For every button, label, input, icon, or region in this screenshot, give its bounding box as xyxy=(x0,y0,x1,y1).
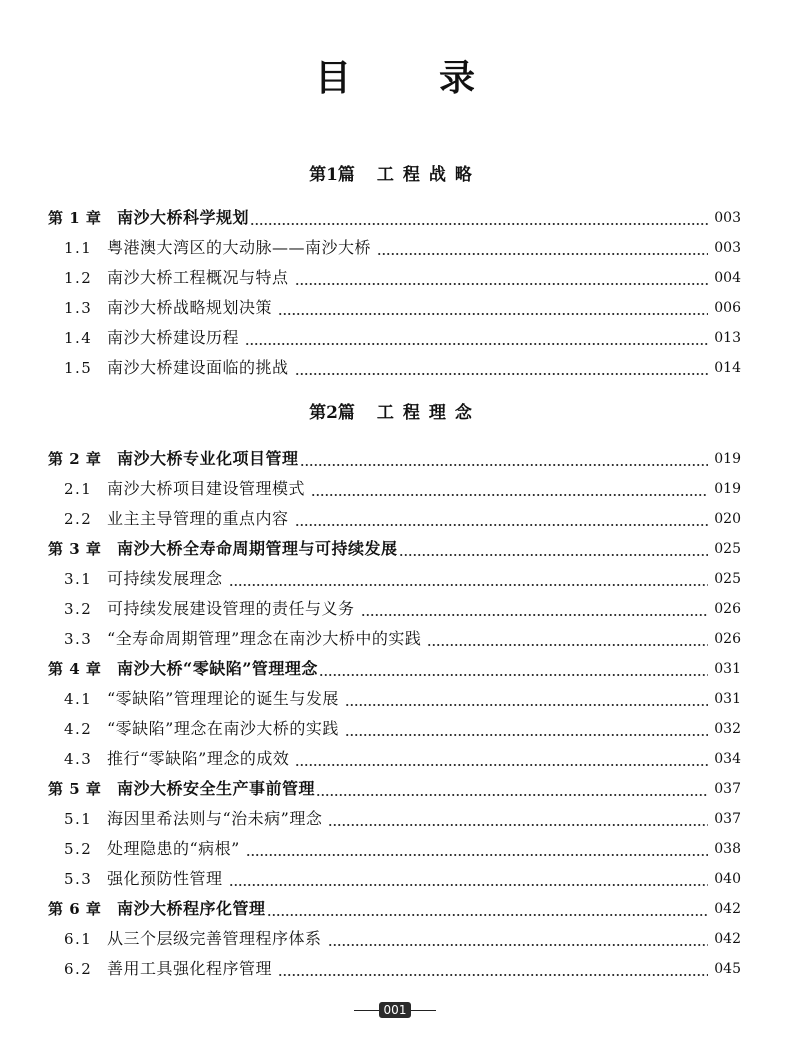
section-number: 4.3 xyxy=(64,750,93,768)
page-number: 026 xyxy=(714,601,741,617)
page-number: 004 xyxy=(714,270,741,286)
dot-leader xyxy=(316,774,708,804)
chapter-title: 南沙大桥全寿命周期管理与可持续发展 xyxy=(117,539,398,558)
page-number: 032 xyxy=(714,721,741,737)
part-label: 第2篇 xyxy=(309,403,355,423)
toc-chapter-row xyxy=(48,774,741,804)
dot-leader xyxy=(245,323,708,353)
toc-section-row xyxy=(48,474,741,504)
part-name: 工程战略 xyxy=(376,165,481,185)
toc-section-row xyxy=(48,804,741,834)
dot-leader xyxy=(267,894,709,924)
page-number: 037 xyxy=(714,811,741,827)
chapter-number: 第 5 章 xyxy=(48,780,102,798)
section-number: 3.3 xyxy=(64,630,93,648)
dot-leader xyxy=(328,924,709,954)
footer-rule-left xyxy=(354,1010,379,1011)
dot-leader xyxy=(377,233,708,263)
toc-section-row xyxy=(48,353,741,383)
footer-rule-right xyxy=(411,1010,436,1011)
page-number: 045 xyxy=(714,961,741,977)
toc-section-row xyxy=(48,924,741,954)
dot-leader xyxy=(319,654,708,684)
page-footer xyxy=(0,1001,790,1019)
toc-section-row xyxy=(48,263,741,293)
dot-leader xyxy=(246,834,708,864)
toc-section-row xyxy=(48,684,741,714)
dot-leader xyxy=(345,684,708,714)
dot-leader xyxy=(345,714,708,744)
dot-leader xyxy=(295,353,709,383)
page-number: 019 xyxy=(714,451,741,467)
section-title: 南沙大桥建设面临的挑战 xyxy=(107,358,289,377)
section-number: 2.2 xyxy=(64,510,93,528)
toc-section-row xyxy=(48,594,741,624)
page-number: 031 xyxy=(714,691,741,707)
section-title: 从三个层级完善管理程序体系 xyxy=(107,929,322,948)
toc-list xyxy=(48,444,741,984)
toc-section-row xyxy=(48,233,741,263)
section-number: 3.2 xyxy=(64,600,93,618)
section-number: 5.2 xyxy=(64,840,93,858)
section-number: 1.5 xyxy=(64,359,93,377)
section-number: 6.2 xyxy=(64,960,93,978)
page-number: 037 xyxy=(714,781,741,797)
part-heading xyxy=(0,163,790,187)
page-number: 003 xyxy=(714,240,741,256)
section-title: 推行“零缺陷”理念的成效 xyxy=(107,749,290,768)
page-number: 040 xyxy=(714,871,741,887)
section-title: “零缺陷”理念在南沙大桥的实践 xyxy=(107,719,339,738)
page-number: 034 xyxy=(714,751,741,767)
toc-list xyxy=(48,203,741,383)
dot-leader xyxy=(399,534,709,564)
chapter-title: 南沙大桥专业化项目管理 xyxy=(117,449,299,468)
section-title: “全寿命周期管理”理念在南沙大桥中的实践 xyxy=(107,629,422,648)
page-number: 019 xyxy=(714,481,741,497)
section-title: 粤港澳大湾区的大动脉——南沙大桥 xyxy=(107,238,372,257)
toc-section-row xyxy=(48,323,741,353)
section-number: 6.1 xyxy=(64,930,93,948)
section-title: 南沙大桥项目建设管理模式 xyxy=(107,479,306,498)
toc-section-row xyxy=(48,714,741,744)
section-title: 善用工具强化程序管理 xyxy=(107,959,273,978)
page-title: 目录 xyxy=(314,57,563,99)
section-title: 南沙大桥建设历程 xyxy=(107,328,240,347)
page-number: 026 xyxy=(714,631,741,647)
section-number: 1.3 xyxy=(64,299,93,317)
chapter-number: 第 3 章 xyxy=(48,540,102,558)
toc-chapter-row xyxy=(48,534,741,564)
section-title: 业主主导管理的重点内容 xyxy=(107,509,289,528)
part-name: 工程理念 xyxy=(376,403,481,423)
toc-section-row xyxy=(48,293,741,323)
section-title: “零缺陷”管理理论的诞生与发展 xyxy=(107,689,339,708)
section-title: 海因里希法则与“治未病”理念 xyxy=(107,809,323,828)
page-number: 020 xyxy=(714,511,741,527)
page-number: 038 xyxy=(714,841,741,857)
toc-chapter-row xyxy=(48,654,741,684)
section-title: 可持续发展理念 xyxy=(107,569,223,588)
dot-leader xyxy=(361,594,709,624)
dot-leader xyxy=(300,444,709,474)
page-number: 013 xyxy=(714,330,741,346)
dot-leader xyxy=(295,504,709,534)
dot-leader xyxy=(328,804,708,834)
section-number: 1.4 xyxy=(64,329,93,347)
page-number: 031 xyxy=(714,661,741,677)
toc-chapter-row xyxy=(48,203,741,233)
section-title: 强化预防性管理 xyxy=(107,869,223,888)
toc-chapter-row xyxy=(48,444,741,474)
section-number: 2.1 xyxy=(64,480,93,498)
dot-leader xyxy=(295,263,709,293)
dot-leader xyxy=(250,203,708,233)
section-number: 1.1 xyxy=(64,239,93,257)
section-number: 4.2 xyxy=(64,720,93,738)
dot-leader xyxy=(311,474,708,504)
section-title: 南沙大桥工程概况与特点 xyxy=(107,268,289,287)
section-number: 1.2 xyxy=(64,269,93,287)
toc-chapter-row xyxy=(48,894,741,924)
toc-section-row xyxy=(48,834,741,864)
dot-leader xyxy=(427,624,708,654)
chapter-title: 南沙大桥程序化管理 xyxy=(117,899,266,918)
chapter-title: 南沙大桥安全生产事前管理 xyxy=(117,779,316,798)
toc-section-row xyxy=(48,954,741,984)
page-number: 042 xyxy=(714,931,741,947)
page-number: 042 xyxy=(714,901,741,917)
page-number: 003 xyxy=(714,210,741,226)
part-heading xyxy=(0,401,790,425)
footer-page-number: 001 xyxy=(379,1002,412,1018)
dot-leader xyxy=(295,744,708,774)
dot-leader xyxy=(229,564,709,594)
chapter-title: 南沙大桥科学规划 xyxy=(117,208,250,227)
section-title: 处理隐患的“病根” xyxy=(107,839,240,858)
dot-leader xyxy=(229,864,709,894)
page-number: 025 xyxy=(714,541,741,557)
dot-leader xyxy=(278,293,708,323)
section-number: 5.1 xyxy=(64,810,93,828)
section-title: 南沙大桥战略规划决策 xyxy=(107,298,273,317)
dot-leader xyxy=(278,954,708,984)
section-number: 3.1 xyxy=(64,570,93,588)
toc-section-row xyxy=(48,564,741,594)
page-number: 025 xyxy=(714,571,741,587)
section-title: 可持续发展建设管理的责任与义务 xyxy=(107,599,355,618)
chapter-number: 第 4 章 xyxy=(48,660,102,678)
toc-section-row xyxy=(48,504,741,534)
chapter-number: 第 6 章 xyxy=(48,900,102,918)
chapter-number: 第 2 章 xyxy=(48,450,102,468)
toc-section-row xyxy=(48,624,741,654)
section-number: 5.3 xyxy=(64,870,93,888)
toc-section-row xyxy=(48,864,741,894)
section-number: 4.1 xyxy=(64,690,93,708)
chapter-number: 第 1 章 xyxy=(48,209,102,227)
page-number: 006 xyxy=(714,300,741,316)
toc-section-row xyxy=(48,744,741,774)
page-number: 014 xyxy=(714,360,741,376)
part-label: 第1篇 xyxy=(309,165,355,185)
chapter-title: 南沙大桥“零缺陷”管理理念 xyxy=(117,659,318,678)
